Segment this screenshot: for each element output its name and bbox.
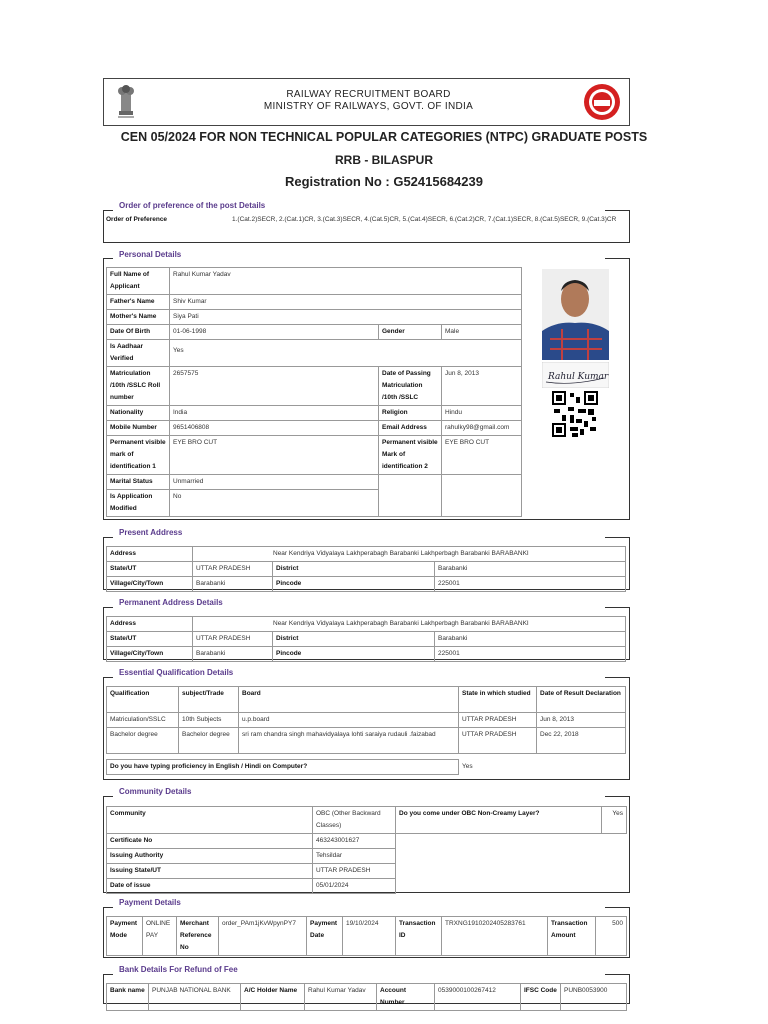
- field-label: A/C Holder Name: [241, 984, 305, 1011]
- field-label: Merchant Reference No: [177, 917, 219, 956]
- field-value: 463243001627: [313, 834, 396, 849]
- divider: [103, 677, 113, 678]
- field-value: Jun 8, 2013: [537, 713, 626, 728]
- bank-table: [106, 983, 627, 1011]
- field-label: Do you have typing proficiency in English / Hindi on Computer?: [107, 760, 459, 775]
- divider: [629, 907, 630, 958]
- divider: [629, 537, 630, 590]
- divider: [629, 258, 630, 520]
- field-value: [379, 475, 442, 517]
- field-label: Pincode: [273, 647, 435, 662]
- field-label: Transaction ID: [396, 917, 442, 956]
- divider: [103, 607, 104, 660]
- field-label: Village/City/Town: [107, 647, 193, 662]
- ministry-name: MINISTRY OF RAILWAYS, GOVT. OF INDIA: [263, 101, 474, 112]
- section-title-preference: Order of preference of the post Details: [119, 201, 266, 210]
- divider: [103, 677, 104, 780]
- field-label: Do you come under OBC Non-Creamy Layer?: [396, 807, 602, 834]
- field-value: 225001: [435, 647, 626, 662]
- field-label: District: [273, 562, 435, 577]
- present-address-table: [106, 546, 626, 592]
- field-label: Permanent visible mark of identification 1: [107, 436, 170, 475]
- field-label: Account Number: [377, 984, 435, 1011]
- field-label: District: [273, 632, 435, 647]
- field-label: Email Address: [379, 421, 442, 436]
- field-label: Date Of Birth: [107, 325, 170, 340]
- field-label: Nationality: [107, 406, 170, 421]
- divider: [605, 537, 630, 538]
- field-value: [396, 849, 627, 864]
- indian-railways-logo-icon: [583, 83, 621, 121]
- field-value: Jun 8, 2013: [442, 367, 522, 406]
- divider: [605, 258, 630, 259]
- divider: [103, 974, 113, 975]
- field-value: Shiv Kumar: [170, 295, 522, 310]
- divider: [605, 607, 630, 608]
- field-value: UTTAR PRADESH: [459, 728, 537, 754]
- field-label: Issuing State/UT: [107, 864, 313, 879]
- exam-title: CEN 05/2024 FOR NON TECHNICAL POPULAR CATEGORIES (NTPC) GRADUATE POSTS: [120, 130, 648, 144]
- divider: [103, 907, 113, 908]
- field-value: Yes: [170, 340, 522, 367]
- section-title-permanent-address: Permanent Address Details: [119, 598, 223, 607]
- personal-details-table: [106, 267, 522, 517]
- field-label: Matriculation /10th /SSLC Roll number: [107, 367, 170, 406]
- field-value: 10th Subjects: [179, 713, 239, 728]
- field-value: UTTAR PRADESH: [313, 864, 396, 879]
- field-value: Rahul Kumar Yadav: [170, 268, 522, 295]
- divider: [103, 258, 104, 520]
- field-value: Barabanki: [435, 562, 626, 577]
- field-label: Address: [107, 547, 193, 562]
- field-label: Mother's Name: [107, 310, 170, 325]
- divider: [103, 796, 113, 797]
- field-label: Payment Date: [307, 917, 343, 956]
- field-label: Gender: [379, 325, 442, 340]
- field-value: 19/10/2024: [343, 917, 396, 956]
- divider: [629, 796, 630, 893]
- field-label: State/UT: [107, 632, 193, 647]
- divider: [605, 907, 630, 908]
- field-value: EYE BRO CUT: [170, 436, 379, 475]
- divider: [103, 974, 104, 1004]
- field-label: Is Application Modified: [107, 490, 170, 517]
- qr-code: [552, 391, 598, 437]
- field-value: Barabanki: [193, 647, 273, 662]
- divider: [103, 519, 630, 520]
- divider: [605, 796, 630, 797]
- field-value: 2657575: [170, 367, 379, 406]
- divider: [629, 607, 630, 660]
- section-title-community: Community Details: [119, 787, 192, 796]
- svg-text:Rahul Kumar: Rahul Kumar: [548, 372, 609, 382]
- field-value: Dec 22, 2018: [537, 728, 626, 754]
- national-emblem-icon: [113, 81, 139, 121]
- field-label: Religion: [379, 406, 442, 421]
- field-value: TRXNG1910202405283761: [442, 917, 548, 956]
- field-label: Bank name: [107, 984, 149, 1011]
- field-value: 05/01/2024: [313, 879, 396, 894]
- field-label: Full Name of Applicant: [107, 268, 170, 295]
- field-value: OBC (Other Backward Classes): [313, 807, 396, 834]
- field-label: Date of Result Declaration: [537, 687, 626, 713]
- field-value: Yes: [462, 762, 473, 770]
- divider: [103, 242, 630, 243]
- field-value: EYE BRO CUT: [442, 436, 522, 475]
- field-value: [396, 864, 627, 879]
- field-label: Mobile Number: [107, 421, 170, 436]
- applicant-photo: [542, 269, 609, 360]
- field-label: State/UT: [107, 562, 193, 577]
- divider: [103, 907, 104, 958]
- field-label: IFSC Code: [521, 984, 561, 1011]
- board-name: RAILWAY RECRUITMENT BOARD: [286, 89, 451, 100]
- field-value: Bachelor degree: [179, 728, 239, 754]
- table-row: [107, 713, 626, 728]
- divider: [103, 210, 113, 211]
- divider: [103, 796, 104, 893]
- field-value: Near Kendriya Vidyalaya Lakhperabagh Barabanki Lakhperbagh Barabanki BARABANKI: [193, 617, 626, 632]
- field-label: Address: [107, 617, 193, 632]
- divider: [629, 677, 630, 780]
- table-row: [107, 728, 626, 754]
- field-label: Is Aadhaar Verified: [107, 340, 170, 367]
- section-title-payment: Payment Details: [119, 898, 181, 907]
- field-value: Tehsildar: [313, 849, 396, 864]
- field-label: Father's Name: [107, 295, 170, 310]
- field-value: Barabanki: [435, 632, 626, 647]
- section-title-qualification: Essential Qualification Details: [119, 668, 234, 677]
- field-value: PUNJAB NATIONAL BANK: [149, 984, 241, 1011]
- section-title-present-address: Present Address: [119, 528, 183, 537]
- field-value: 500: [596, 917, 627, 956]
- field-label: Community: [107, 807, 313, 834]
- divider: [605, 210, 630, 211]
- field-label: Certificate No: [107, 834, 313, 849]
- field-value: Yes: [602, 807, 627, 834]
- field-value: Hindu: [442, 406, 522, 421]
- field-value: UTTAR PRADESH: [193, 562, 273, 577]
- field-value: Male: [442, 325, 522, 340]
- permanent-address-table: [106, 616, 626, 662]
- field-label: Transaction Amount: [548, 917, 596, 956]
- field-value: Barabanki: [193, 577, 273, 592]
- field-label: Pincode: [273, 577, 435, 592]
- field-value: sri ram chandra singh mahavidyalaya lohti saraiya rudauli .faizabad: [239, 728, 459, 754]
- field-label: State in which studied: [459, 687, 537, 713]
- divider: [103, 957, 630, 958]
- field-value: 1.(Cat.2)SECR, 2.(Cat.1)CR, 3.(Cat.3)SECR, 4.(Cat.5)CR, 5.(Cat.4)SECR, 6.(Cat.2)CR, 7.(Cat.1)SECR, 8.(Cat.5)SECR, 9.(Cat.3)CR: [232, 216, 617, 223]
- field-value: [442, 475, 522, 517]
- field-value: u.p.board: [239, 713, 459, 728]
- field-value: rahulky98@gmail.com: [442, 421, 522, 436]
- divider: [103, 258, 113, 259]
- field-value: 01-06-1998: [170, 325, 379, 340]
- field-label: subject/Trade: [179, 687, 239, 713]
- field-value: 225001: [435, 577, 626, 592]
- preference-table: [103, 213, 630, 227]
- payment-table: [106, 916, 627, 956]
- field-value: order_PAm1jKvWpynPY7: [219, 917, 307, 956]
- field-value: [396, 879, 627, 894]
- section-title-personal: Personal Details: [119, 250, 182, 259]
- field-label: Board: [239, 687, 459, 713]
- divider: [605, 974, 630, 975]
- registration-number: Registration No : G52415684239: [285, 174, 483, 189]
- divider: [605, 677, 630, 678]
- qualification-table: [106, 686, 626, 775]
- field-label: Village/City/Town: [107, 577, 193, 592]
- field-label: Date of Passing Matriculation /10th /SSLC: [379, 367, 442, 406]
- field-value: Near Kendriya Vidyalaya Lakhperabagh Barabanki Lakhperbagh Barabanki BARABANKI: [193, 547, 626, 562]
- field-value: 0539000100267412: [435, 984, 521, 1011]
- divider: [103, 607, 113, 608]
- community-table: [106, 806, 627, 894]
- applicant-signature: [542, 362, 609, 388]
- field-value: PUNB0053900: [561, 984, 627, 1011]
- field-label: Permanent visible Mark of identification 2: [379, 436, 442, 475]
- divider: [629, 974, 630, 1004]
- section-title-bank: Bank Details For Refund of Fee: [119, 965, 238, 974]
- field-label: Order of Preference: [106, 216, 168, 223]
- field-value: Matriculation/SSLC: [107, 713, 179, 728]
- field-label: Payment Mode: [107, 917, 143, 956]
- rrb-name: RRB - BILASPUR: [335, 153, 433, 167]
- field-label: Date of issue: [107, 879, 313, 894]
- field-value: No: [170, 490, 379, 517]
- field-label: Marital Status: [107, 475, 170, 490]
- field-label: Qualification: [107, 687, 179, 713]
- field-value: ONLINE PAY: [143, 917, 177, 956]
- field-value: Unmarried: [170, 475, 379, 490]
- field-value: India: [170, 406, 379, 421]
- field-value: Siya Pati: [170, 310, 522, 325]
- field-value: Rahul Kumar Yadav: [305, 984, 377, 1011]
- field-value: UTTAR PRADESH: [193, 632, 273, 647]
- field-value: [396, 834, 627, 849]
- divider: [103, 779, 630, 780]
- field-value: UTTAR PRADESH: [459, 713, 537, 728]
- divider: [103, 537, 104, 590]
- field-value: Bachelor degree: [107, 728, 179, 754]
- field-value: 9651406808: [170, 421, 379, 436]
- divider: [103, 537, 113, 538]
- field-label: Issuing Authority: [107, 849, 313, 864]
